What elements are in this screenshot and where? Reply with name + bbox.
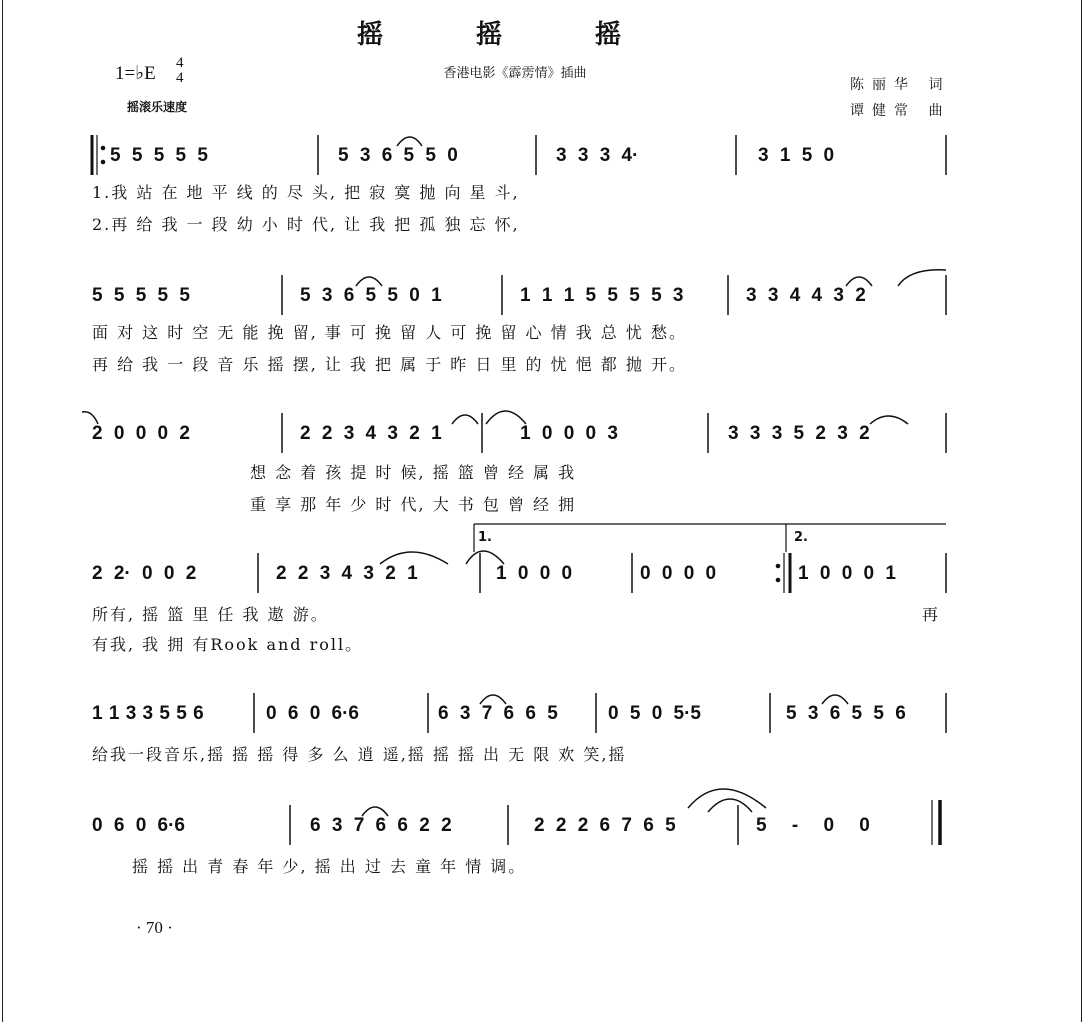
- volta-1-label: 1.: [478, 530, 492, 545]
- row2-bar3-notes: 1 1 1 5 5 5 5 3: [520, 285, 684, 306]
- composer-credit: 谭健常 曲: [850, 103, 951, 119]
- row5-bar2-notes: 0 6 0 6·6: [266, 703, 359, 724]
- lyricist-credit: 陈丽华 词: [850, 77, 951, 93]
- row6-bar1-notes: 0 6 0 6·6: [92, 815, 185, 836]
- row3-lyrics-verse2: 重 享 那 年 少 时 代, 大 书 包 曾 经 拥: [250, 495, 577, 514]
- row2-bar2-notes: 5 3 6 5 5 0 1: [300, 285, 442, 306]
- row5-bar5-notes: 5 3 6 5 5 6: [786, 703, 906, 724]
- row4-lyrics-verse2: 有我, 我 拥 有Rook and roll。: [92, 635, 364, 654]
- row2-bar1-notes: 5 5 5 5 5: [92, 285, 190, 306]
- row3-bar2-notes: 2 2 3 4 3 2 1: [300, 423, 442, 444]
- row5-bar1-notes: 1 1 3 3 5 5 6: [92, 703, 204, 724]
- tempo-marking: 摇滚乐速度: [127, 100, 188, 114]
- row1-bar2-notes: 5 3 6 5 5 0: [338, 145, 458, 166]
- row5-lyrics: 给我一段音乐,摇 摇 摇 得 多 么 逍 遥,摇 摇 摇 出 无 限 欢 笑,摇: [92, 745, 627, 764]
- row3-lyrics-verse1: 想 念 着 孩 提 时 候, 摇 篮 曾 经 属 我: [250, 463, 577, 482]
- row6-bar3-notes: 2 2 2 6 7 6 5: [534, 815, 676, 836]
- song-title: 摇 摇 摇: [356, 20, 664, 50]
- song-subtitle: 香港电影《霹雳情》插曲: [443, 66, 587, 81]
- meter-top: 4: [176, 55, 184, 71]
- row4-bar4-notes: 0 0 0 0: [640, 563, 717, 584]
- row6-bar2-notes: 6 3 7 6 6 2 2: [310, 815, 452, 836]
- row6-bar4-notes: 5 - 0 0: [756, 815, 870, 836]
- row4-lyrics-verse1-end: 再: [922, 605, 941, 624]
- row1-bar4-notes: 3 1 5 0: [758, 145, 835, 166]
- row4-volta2-notes: 1 0 0 0 1: [798, 563, 896, 584]
- row2-lyrics-verse2: 再 给 我 一 段 音 乐 摇 摆, 让 我 把 属 于 昨 日 里 的 忧 悒 都 抛 开。: [92, 355, 687, 374]
- row4-bar1-notes: 2 2· 0 0 2: [92, 563, 197, 584]
- row3-bar1-notes: 2 0 0 0 2: [92, 423, 190, 444]
- row1-lyrics-verse1: 1.我 站 在 地 平 线 的 尽 头, 把 寂 寞 抛 向 星 斗,: [92, 183, 520, 202]
- row4-volta1-notes: 1 0 0 0: [496, 563, 573, 584]
- meter-bottom: 4: [176, 70, 184, 86]
- page-number: · 70 ·: [136, 918, 173, 937]
- row4-bar2-notes: 2 2 3 4 3 2 1: [276, 563, 418, 584]
- row3-bar4-notes: 3 3 3 5 2 3 2: [728, 423, 870, 444]
- row5-bar3-notes: 6 3 7 6 6 5: [438, 703, 558, 724]
- row4-lyrics-verse1: 所有, 摇 篮 里 任 我 遨 游。: [92, 605, 329, 624]
- row2-bar4-notes: 3 3 4 4 3 2: [746, 285, 866, 306]
- time-signature: [176, 56, 184, 86]
- row1-lyrics-verse2: 2.再 给 我 一 段 幼 小 时 代, 让 我 把 孤 独 忘 怀,: [92, 215, 520, 234]
- row5-bar4-notes: 0 5 0 5·5: [608, 703, 701, 724]
- row2-lyrics-verse1: 面 对 这 时 空 无 能 挽 留, 事 可 挽 留 人 可 挽 留 心 情 我 总 忧 愁。: [92, 323, 687, 342]
- row1-bar3-notes: 3 3 3 4·: [556, 145, 639, 166]
- key-signature: 1=♭E: [115, 63, 156, 84]
- row3-bar3-notes: 1 0 0 0 3: [520, 423, 618, 444]
- row6-lyrics: 摇 摇 出 青 春 年 少, 摇 出 过 去 童 年 情 调。: [132, 857, 527, 876]
- row1-bar1-notes: 5 5 5 5 5: [110, 145, 208, 166]
- volta-2-label: 2.: [794, 530, 808, 545]
